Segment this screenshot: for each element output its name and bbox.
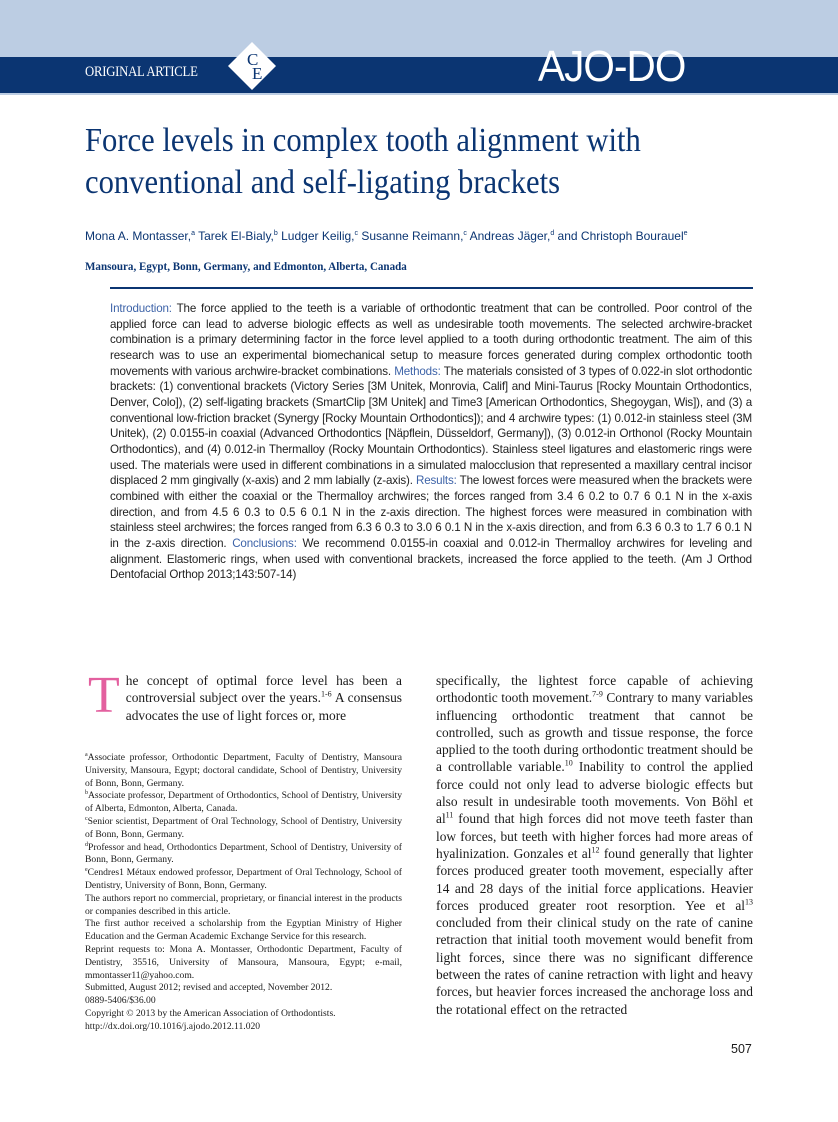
footnote-marker: a [85,751,88,758]
author-name: Andreas Jäger, [466,229,551,243]
citation-ref: 11 [445,810,454,820]
footnote [85,995,402,1008]
article-title: Force levels in complex tooth alignment with conventional and self-ligating brackets [85,122,641,201]
footnote-marker: e [85,866,88,873]
author-sup: a [191,230,195,237]
author-name: Ludger Keilig, [277,229,355,243]
abstract-section-text: We recommend 0.0155-in coaxial and 0.012-in Thermalloy archwires for leveling and alignment. Elastomeric rings, when used with conventional brackets, increased the force applied to the teeth. (Am J Orthod Dentofacial Orthop 2013;143:507-14) [110,536,752,582]
article-type-label: ORIGINAL ARTICLE [85,64,198,80]
citation-ref: 13 [745,897,753,907]
abstract-section-label: Methods: [394,364,441,378]
footnotes [85,752,402,1034]
footnote-text: Cendres1 Métaux endowed professor, Department of Oral Technology, School of Dentistry, University of Bonn, Bonn, Germany. [85,867,402,891]
body-text: Inability to control the applied force could not only lead to adverse biologic effects but also result in undesirable tooth movements. Von Böhl et al [436,759,754,827]
citation-ref: 10 [564,759,573,769]
footnote [85,944,402,982]
author-name: Mona A. Montasser, [85,229,192,243]
author-name: Susanne Reimann, [358,229,464,243]
ce-badge-icon [227,41,277,91]
author-sup: d [550,230,555,237]
body-text: Contrary to many variables influencing orthodontic treatment that cannot be controlled, such as growth and tissue response, the force applied to the tooth during orthodontic treatment should be a controllable variable. [436,690,753,775]
footnote-text: Copyright © 2013 by the American Association of Orthodontists. [85,1007,336,1019]
footnote [85,816,402,842]
ce-badge-top: C [247,50,259,69]
footnote [85,790,402,816]
footnote-text: Senior scientist, Department of Oral Technology, School of Dentistry, University of Bonn, Bonn, Germany. [85,815,402,840]
citation-ref: 1-6 [321,689,332,699]
footnote-text: Professor and head, Orthodontics Department, School of Dentistry, University of Bonn, Bonn, Germany. [85,841,402,866]
body-text: specifically, the lightest force capable of achieving orthodontic tooth movement. [436,673,753,706]
author-affiliation-line: Mansoura, Egypt, Bonn, Germany, and Edmonton, Alberta, Canada [85,259,407,273]
footnote [85,752,402,790]
abstract-section-label: Introduction: [110,302,172,315]
abstract-section-text: The force applied to the teeth is a variable of orthodontic treatment that can be controlled. Poor control of the applied force can lead to adverse biologic effects as well as undesirable tooth movements. The selected archwire-bracket combination is a primary determining factor in the force level applied to a tooth during orthodontic treatment. The aim of this research was to use an experimental biomechanical setup to measure forces generated during complex orthodontic tooth movements with various archwire-bracket combinations. [110,302,752,378]
footnote [85,1021,402,1034]
citation-ref: 12 [591,845,600,855]
journal-logo: AJO-DO [538,42,686,91]
footnote [85,842,402,868]
footnote-marker: b [85,790,88,797]
footnote-text: Associate professor, Orthodontic Department, Faculty of Dentistry, Mansoura University, Mansoura, Egypt; doctoral candidate, School of Dentistry, University of Bonn, Bonn, Germany. [85,752,402,789]
body-text: found that high forces did not move teeth faster than low forces, but teeth with higher forces had more areas of hyalinization. Gonzales et al [436,811,753,861]
citation-ref: 7-9 [592,689,603,699]
abstract-section-text: The lowest forces were measured when the brackets were combined with either the coaxial or the Thermalloy archwires; the forces ranged from 3.4 6 0.2 to 0.7 6 0.1 N in the x-axis direction, and from 4.5 6 0.3 to 0.5 6 0.1 N in the z-axis direction. The highest forces were measured in combination with stainless steel archwires; the forces ranged from 6.3 6 0.3 to 3.0 6 0.1 N in the x-axis direction, and from 6.3 6 0.3 to 1.7 6 0.1 N in the z-axis direction. [110,474,752,550]
footnote [85,893,402,919]
footnote-marker: d [85,841,88,848]
author-name: Tarek El-Bialy, [194,229,274,243]
footnote [85,867,402,893]
body-text: A consensus advocates the use of light forces or, more [125,690,402,723]
footnote-text: Associate professor, Department of Orthodontics, School of Dentistry, University of Alberta, Edmonton, Alberta, Canada. [85,790,402,815]
footnote-text: The authors report no commercial, proprietary, or financial interest in the products or companies described in this article. [85,892,402,917]
abstract-section-text: The materials consisted of 3 types of 0.022-in slot orthodontic brackets: (1) conventional brackets (Victory Series [3M Unitek, Monrovia, Calif] and Mini-Taurus [Rocky Mountain Orthodontics, Denver, Colo]), (2) self-ligating brackets (SmartClip [3M Unitek] and Time3 [American Orthodontics, Shegoygan, Wis]), and (3) a conventional low-friction bracket (Synergy [Rocky Mountain Orthodontics]); and 4 archwire types: (1) 0.012-in stainless steel (3M Unitek), (2) 0.0155-in coaxial (Advanced Orthodontics [Näpflein, Düsseldorf, Germany]), (3) 0.012-in Orthonol (Rocky Mountain Orthodontics), and (4) 0.012-in Thermalloy (Rocky Mountain Orthodontics). Stainless steel ligatures and elastomeric rings were used. The materials were used in different combinations in a simulated malocclusion that represented a maxillary central incisor displaced 2 mm gingivally (x-axis) and 2 mm labially (z-axis). [110,364,752,488]
ce-badge-bottom: E [252,64,263,83]
footnote [85,1008,402,1021]
author-list [85,227,705,243]
abstract-section-label: Conclusions: [232,536,297,550]
footnote-text: Submitted, August 2012; revised and accepted, November 2012. [85,982,333,994]
body-text: he concept of optimal force level has been a controversial subject over the years. [125,673,402,706]
author-name: and Christoph Bourauel [554,229,684,243]
footnote [85,918,402,944]
abstract [110,301,752,583]
drop-cap: T [88,667,120,724]
footnote-text: Reprint requests to: Mona A. Montasser, Orthodontic Department, Faculty of Dentistry, 35516, University of Mansoura, Mansoura, Egypt; e-mail, mmontasser11@yahoo.com. [85,943,402,981]
body-text: found generally that lighter forces produced greater tooth movement, especially after 14 and 28 days of the initial force applications. Heavier forces produced greater root resorption. Yee et al [436,845,754,913]
body-column-right [436,672,753,1018]
abstract-top-rule [110,287,753,289]
author-sup: e [683,230,688,237]
author-sup: b [273,230,278,237]
body-column-left [88,667,402,724]
footnote-marker: c [85,815,88,822]
page-number: 507 [731,1042,752,1056]
footnote-text: http://dx.doi.org/10.1016/j.ajodo.2012.11.020 [85,1020,261,1032]
header-band [0,0,838,57]
abstract-section-label: Results: [415,474,457,488]
footnote-text: The first author received a scholarship from the Egyptian Ministry of Higher Education and the German Academic Exchange Service for this research. [85,918,402,943]
footnote [85,982,402,995]
author-sup: c [463,230,467,237]
body-text: concluded from their clinical study on the rate of canine retraction that initial tooth movement would benefit from light forces, since there was no significant difference between the rates of canine retraction with light and heavy forces, but heavier forces increased the anchorage loss and the rotational effect on the retracted [436,915,753,1017]
author-sup: c [354,230,359,237]
footnote-text: 0889-5406/$36.00 [85,995,156,1007]
